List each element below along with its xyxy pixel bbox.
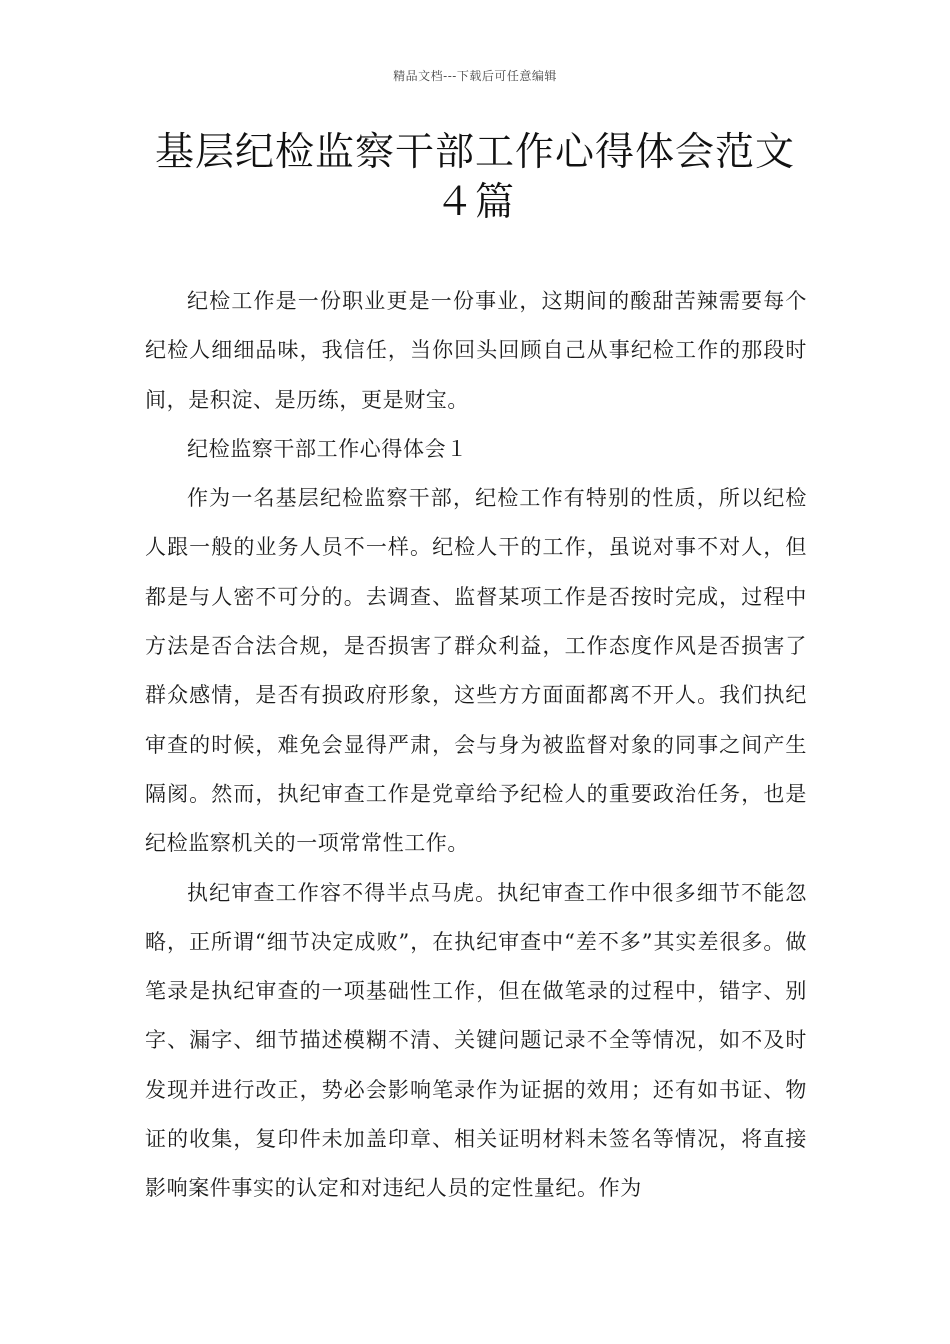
document-title: 基层纪检监察干部工作心得体会范文４篇: [154, 130, 795, 225]
body-paragraph: 执纪审查工作容不得半点马虎。执纪审查工作中很多细节不能忽略，正所谓“细节决定成败”，在执纪审查中“差不多”其实差很多。做笔录是执纪审查的一项基础性工作，但在做笔录的过程中，错字、别字、漏字、细节描述模糊不清、关键问题记录不全等情况，如不及时发现并进行改正，势必会影响笔录作为证据的效用；还有如书证、物证的收集，复印件未加盖印章、相关证明材料未签名等情况，将直接影响案件事实的认定和对违纪人员的定性量纪。作为: [145, 880, 807, 1201]
body-paragraph: 作为一名基层纪检监察干部，纪检工作有特别的性质，所以纪检人跟一般的业务人员不一样。纪检人干的工作，虽说对事不对人，但都是与人密不可分的。去调查、监督某项工作是否按时完成，过程中方法是否合法合规，是否损害了群众利益，工作态度作风是否损害了群众感情，是否有损政府形象，这些方方面面都离不开人。我们执纪审查的时候，难免会显得严肃，会与身为被监督对象的同事之间产生隔阂。然而，执纪审查工作是党章给予纪检人的重要政治任务，也是纪检监察机关的一项常常性工作。: [145, 486, 807, 856]
document-body: [145, 277, 807, 1214]
header-note: 精品文档---下载后可任意编辑: [393, 69, 557, 83]
section-heading: 纪检监察干部工作心得体会１: [187, 436, 468, 461]
intro-paragraph: 纪检工作是一份职业更是一份事业，这期间的酸甜苦辣需要每个纪检人细细品味，我信任，当你回头回顾自己从事纪检工作的那段时间，是积淀、是历练，更是财宝。: [145, 289, 807, 412]
